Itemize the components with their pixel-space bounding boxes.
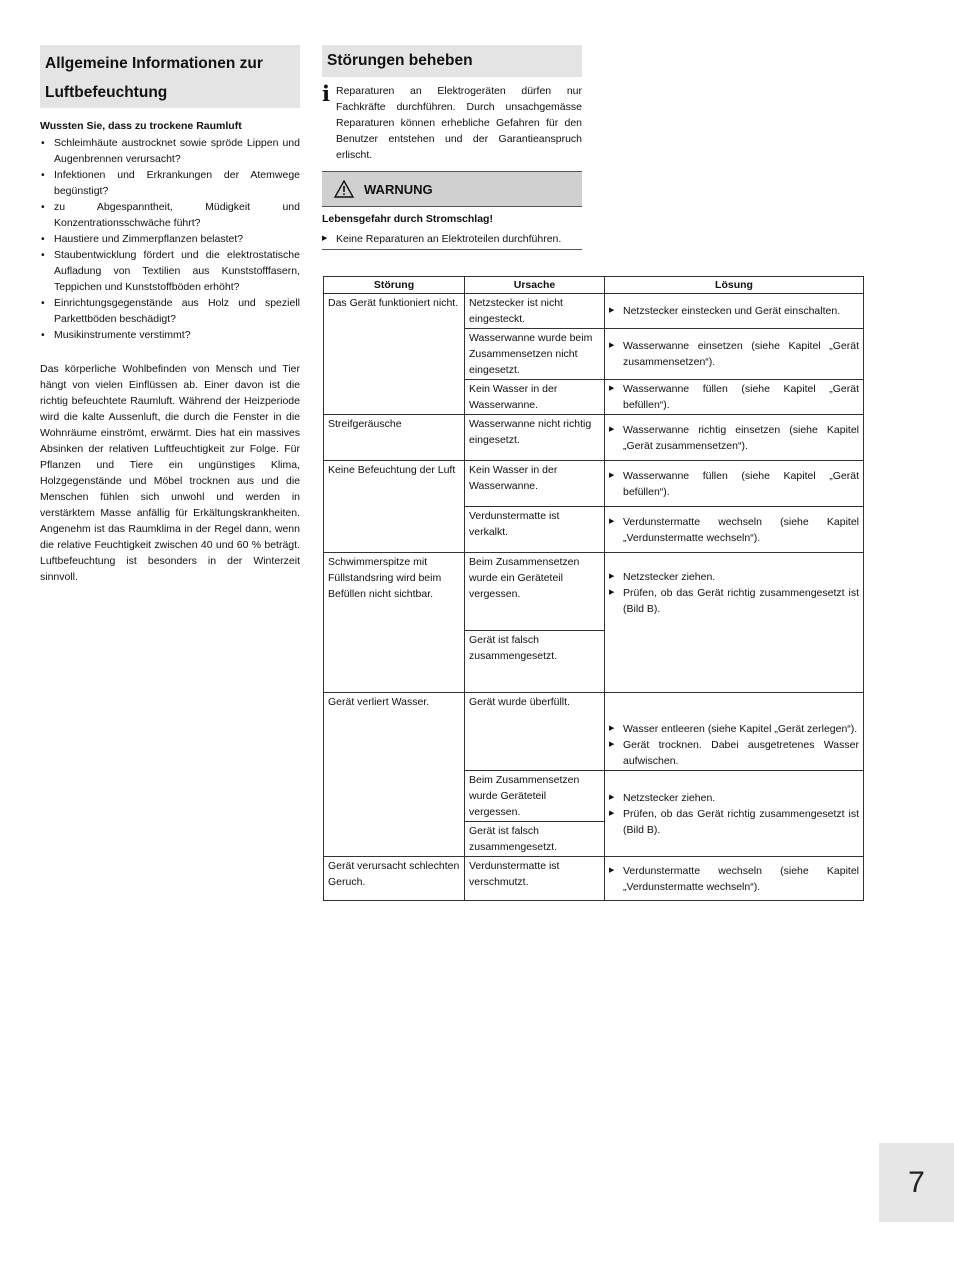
arrow-right-icon: ▶ xyxy=(609,573,615,580)
arrow-right-icon: ▶ xyxy=(609,307,615,314)
cause-cell: Verdunstermatte ist verkalkt. xyxy=(465,507,605,553)
cause-cell: Gerät wurde überfüllt. xyxy=(465,693,605,771)
list-item: • Infektionen und Erkrankungen der Atemwege begünstigt? xyxy=(40,167,300,199)
solution-cell xyxy=(605,329,864,380)
arrow-right-icon: ▶ xyxy=(609,589,615,596)
section-heading-troubleshooting: Störungen beheben xyxy=(322,45,582,77)
solution-cell xyxy=(605,553,864,693)
arrow-right-icon: ▶ xyxy=(609,342,615,349)
arrow-right-icon: ▶ xyxy=(609,385,615,392)
info-text: Reparaturen an Elektrogeräten dürfen nur Fachkräfte durchführen. Durch unsachgemässe Reparaturen können erhebliche Gefahren für den Benutzer entstehen und der Garantieanspruch erlischt. xyxy=(336,85,582,161)
arrow-right-icon: ▶ xyxy=(609,425,615,433)
arrow-right-icon: ▶ xyxy=(609,471,615,479)
solution-text: Netzstecker ziehen. xyxy=(623,571,716,583)
warning-action-text: Keine Reparaturen an Elektroteilen durchführen. xyxy=(336,233,562,245)
solution-text: Wasser entleeren (siehe Kapitel „Gerät zerlegen“). xyxy=(623,723,858,735)
section-troubleshooting xyxy=(322,45,582,250)
problem-cell: Gerät verursacht schlechten Geruch. xyxy=(324,857,465,901)
list-item: • Staubentwicklung fördert und die elektrostatische Aufladung von Textilien aus Kunststofffasern, Teppichen und Kunststoffböden erhöht? xyxy=(40,247,300,295)
troubleshooting-table xyxy=(323,276,864,901)
cause-cell: Wasserwanne wurde beim Zusammensetzen nicht eingesetzt. xyxy=(465,329,605,380)
solution-text: Wasserwanne einsetzen (siehe Kapitel „Gerät zusammensetzen“). xyxy=(623,340,859,368)
warning-label: WARNUNG xyxy=(364,181,433,197)
solution-text: Verdunstermatte wechseln (siehe Kapitel „Verdunstermatte wechseln“). xyxy=(623,515,859,544)
solution-text: Netzstecker ziehen. xyxy=(623,791,716,804)
solution-text: Prüfen, ob das Gerät richtig zusammengesetzt ist (Bild B). xyxy=(623,807,859,836)
solution-cell xyxy=(605,771,864,857)
solution-text: Prüfen, ob das Gerät richtig zusammengesetzt ist (Bild B). xyxy=(623,587,859,615)
solution-cell xyxy=(605,857,864,901)
solution-text: Gerät trocknen. Dabei ausgetretenes Wasser aufwischen. xyxy=(623,739,859,767)
table-header-row xyxy=(324,277,864,294)
problem-cell: Schwimmerspitze mit Füllstandsring wird beim Befüllen nicht sichtbar. xyxy=(324,553,465,693)
column-header: Ursache xyxy=(465,277,605,294)
solution-cell xyxy=(605,415,864,461)
table-row xyxy=(324,693,864,771)
section-heading-general xyxy=(40,45,300,108)
cause-cell: Netzstecker ist nicht eingesteckt. xyxy=(465,294,605,329)
heading-line-2: Luftbefeuchtung xyxy=(45,84,168,101)
cause-cell: Kein Wasser in der Wasserwanne. xyxy=(465,461,605,507)
column-header: Störung xyxy=(324,277,465,294)
arrow-right-icon: ▶ xyxy=(609,866,615,874)
solution-text: Wasserwanne füllen (siehe Kapitel „Gerät befüllen“). xyxy=(623,383,859,411)
cause-cell: Gerät ist falsch zusammengesetzt. xyxy=(465,822,605,857)
cause-cell: Verdunstermatte ist verschmutzt. xyxy=(465,857,605,901)
page-number: 7 xyxy=(908,1165,925,1199)
arrow-right-icon: ▶ xyxy=(609,793,615,801)
solution-cell xyxy=(605,507,864,553)
cause-cell: Beim Zusammensetzen wurde Geräteteil vergessen. xyxy=(465,771,605,822)
arrow-right-icon: ▶ xyxy=(609,809,615,817)
table-row xyxy=(324,461,864,507)
cause-cell: Beim Zusammensetzen wurde ein Geräteteil vergessen. xyxy=(465,553,605,631)
heading-line-1: Allgemeine Informationen zur xyxy=(45,55,263,72)
solution-cell xyxy=(605,380,864,415)
list-item: • Haustiere und Zimmerpflanzen belastet? xyxy=(40,231,300,247)
section-general-info xyxy=(40,45,300,585)
table-row xyxy=(324,857,864,901)
table-row xyxy=(324,294,864,329)
list-item: • Schleimhäute austrocknet sowie spröde Lippen und Augenbrennen verursacht? xyxy=(40,135,300,167)
table-row xyxy=(324,553,864,631)
arrow-right-icon: ▶ xyxy=(609,517,615,525)
arrow-right-icon: ▶ xyxy=(322,235,328,242)
problem-cell: Gerät verliert Wasser. xyxy=(324,693,465,857)
solution-cell xyxy=(605,461,864,507)
danger-title: Lebensgefahr durch Stromschlag! xyxy=(322,213,493,225)
info-note xyxy=(322,83,582,163)
cause-cell: Wasserwanne nicht richtig eingesetzt. xyxy=(465,415,605,461)
warning-action xyxy=(322,231,582,250)
solution-text: Netzstecker einstecken und Gerät einschalten. xyxy=(623,305,841,317)
arrow-right-icon: ▶ xyxy=(609,741,615,748)
problem-cell: Streifgeräusche xyxy=(324,415,465,461)
page-number-box xyxy=(879,1143,954,1222)
dry-air-list xyxy=(40,135,300,343)
list-item: • Musikinstrumente verstimmt? xyxy=(40,327,300,343)
warning-triangle-icon xyxy=(334,180,354,198)
info-icon: i xyxy=(322,81,330,106)
cause-cell: Gerät ist falsch zusammengesetzt. xyxy=(465,631,605,693)
problem-cell: Das Gerät funktioniert nicht. xyxy=(324,294,465,415)
list-item: • Einrichtungsgegenstände aus Holz und speziell Parkettböden beschädigt? xyxy=(40,295,300,327)
solution-cell xyxy=(605,294,864,329)
arrow-right-icon: ▶ xyxy=(609,725,615,732)
solution-cell xyxy=(605,693,864,771)
dry-air-subheading: Wussten Sie, dass zu trockene Raumluft xyxy=(40,120,242,132)
cause-cell: Kein Wasser in der Wasserwanne. xyxy=(465,380,605,415)
solution-text: Wasserwanne füllen (siehe Kapitel „Gerät befüllen“). xyxy=(623,469,859,498)
warning-bar xyxy=(322,171,582,207)
wellbeing-paragraph: Das körperliche Wohlbefinden von Mensch und Tier hängt von vielen Einflüssen ab. Einer davon ist die richtig befeuchtete Raumluft. Während der Heizperiode wird die kalte Aussenluft, die durch die Fenster in die Wohnräume einströmt, erwärmt. Dies hat ein massives Absinken der relativen Luftfeuchtigkeit zur Folge. Für Pflanzen und Tiere ein ungünstiges Klima, Holzgegenstände und Möbel trocknen aus und die Menschen fühlen sich unwohl und werden in verstärktem Masse anfällig für Erkältungskrankheiten. Angenehm ist das Raumklima in der Regel dann, wenn die relative Feuchtigkeit zwischen 40 und 60 % beträgt. Luftbefeuchtung ist besonders in der Winterzeit sinnvoll. xyxy=(40,363,300,583)
column-header: Lösung xyxy=(605,277,864,294)
solution-text: Wasserwanne richtig einsetzen (siehe Kapitel „Gerät zusammensetzen“). xyxy=(623,423,859,452)
problem-cell: Keine Befeuchtung der Luft xyxy=(324,461,465,553)
solution-text: Verdunstermatte wechseln (siehe Kapitel „Verdunstermatte wechseln“). xyxy=(623,864,859,893)
table-row xyxy=(324,415,864,461)
list-item: • zu Abgespanntheit, Müdigkeit und Konzentrationsschwäche führt? xyxy=(40,199,300,231)
